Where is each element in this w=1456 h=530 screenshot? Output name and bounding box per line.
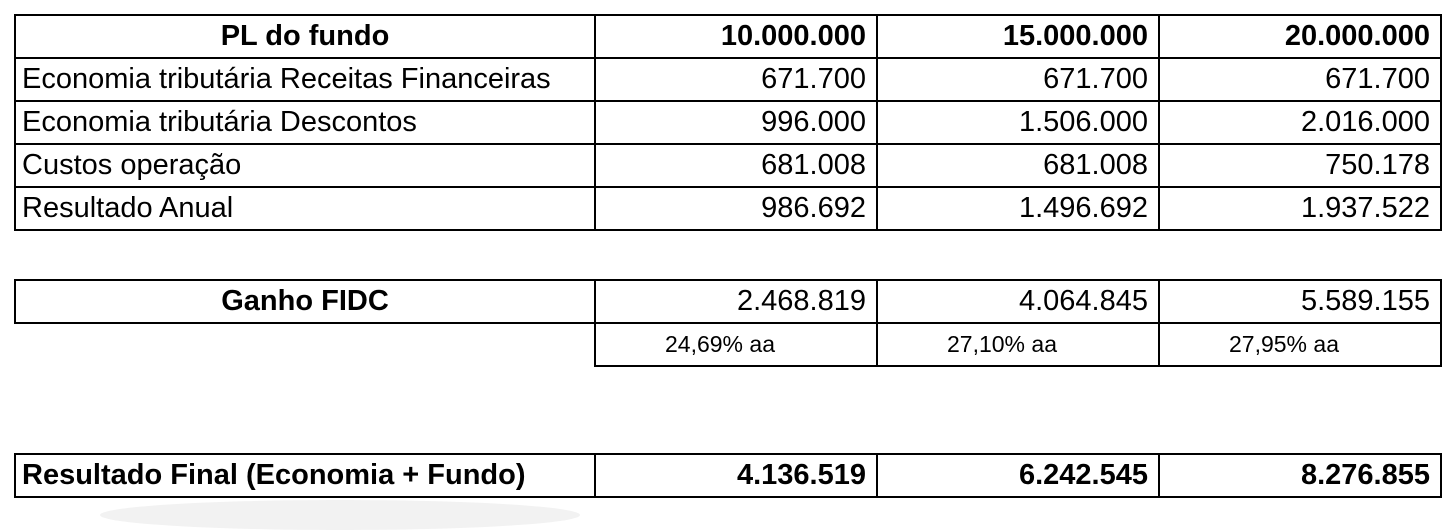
- cell-value: 2.016.000: [1159, 101, 1441, 144]
- header-value: 20.000.000: [1159, 15, 1441, 58]
- table-row: [15, 144, 1441, 187]
- table-row: [15, 58, 1441, 101]
- table-row: [15, 101, 1441, 144]
- cell-value: 1.506.000: [877, 101, 1159, 144]
- cell-value: 986.692: [595, 187, 877, 230]
- cell-value: 671.700: [877, 58, 1159, 101]
- row-label: Economia tributária Descontos: [15, 101, 595, 144]
- row-label: Resultado Anual: [15, 187, 595, 230]
- header-label: PL do fundo: [15, 15, 595, 58]
- fidc-rate-value: 24,69% aa: [595, 323, 877, 366]
- cell-value: 671.700: [595, 58, 877, 101]
- fidc-gain-label: Ganho FIDC: [15, 280, 595, 323]
- fidc-gain-value: 5.589.155: [1159, 280, 1441, 323]
- empty-cell: [15, 323, 595, 366]
- header-value: 10.000.000: [595, 15, 877, 58]
- header-row: [15, 15, 1441, 58]
- fidc-gain-value: 2.468.819: [595, 280, 877, 323]
- cell-value: 1.496.692: [877, 187, 1159, 230]
- cell-value: 671.700: [1159, 58, 1441, 101]
- fidc-rate-value: 27,95% aa: [1159, 323, 1441, 366]
- header-value: 15.000.000: [877, 15, 1159, 58]
- cell-value: 996.000: [595, 101, 877, 144]
- cell-value: 750.178: [1159, 144, 1441, 187]
- fidc-gain-value: 4.064.845: [877, 280, 1159, 323]
- final-result-label: Resultado Final (Economia + Fundo): [15, 454, 595, 497]
- cell-value: 681.008: [595, 144, 877, 187]
- cell-value: 681.008: [877, 144, 1159, 187]
- final-result-row: [15, 454, 1441, 497]
- fidc-rate-value: 27,10% aa: [877, 323, 1159, 366]
- final-result-value: 4.136.519: [595, 454, 877, 497]
- cell-value: 1.937.522: [1159, 187, 1441, 230]
- fidc-gain-row: [15, 280, 1441, 323]
- final-result-table: [14, 453, 1442, 498]
- row-label: Economia tributária Receitas Financeiras: [15, 58, 595, 101]
- final-result-value: 6.242.545: [877, 454, 1159, 497]
- fidc-gain-table: [14, 279, 1442, 367]
- table-row: [15, 187, 1441, 230]
- watermark-shape: [100, 500, 580, 530]
- fidc-rate-row: [15, 323, 1441, 366]
- final-result-value: 8.276.855: [1159, 454, 1441, 497]
- row-label: Custos operação: [15, 144, 595, 187]
- pl-scenarios-table: [14, 14, 1442, 231]
